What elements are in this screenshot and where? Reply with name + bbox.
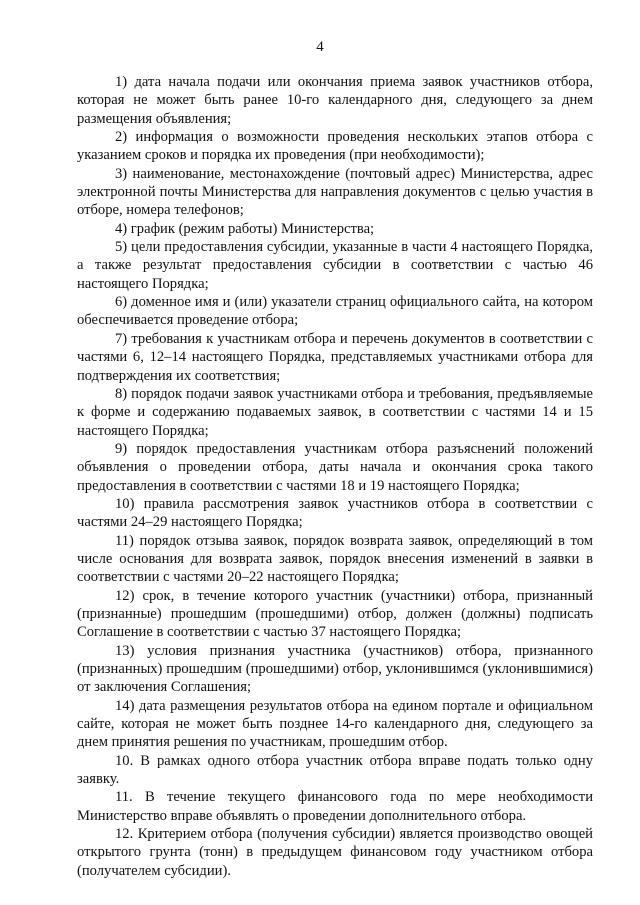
list-item: 8) порядок подачи заявок участниками отбора и требования, предъявляемые к форме и содержанию подаваемых заявок, в соответствии с частями 14 и 15 настоящего Порядка; [77,385,593,439]
paragraph: 11. В течение текущего финансового года по мере необходимости Министерство вправе объявлять о проведении дополнительного отбора. [77,789,593,824]
document-body [77,73,593,880]
list-item: 11) порядок отзыва заявок, порядок возврата заявок, определяющий в том числе основания для возврата заявок, порядок внесения изменений в заявки в соответствии с частями 20–22 настоящего Порядка; [77,532,593,586]
list-item: 2) информация о возможности проведения нескольких этапов отбора с указанием сроков и порядка их проведения (при необходимости); [77,129,593,164]
page-number: 4 [316,39,324,55]
list-item: 12) срок, в течение которого участник (участники) отбора, признанный (признанные) прошедшим (прошедшими) отбор, должен (должны) подписать Соглашение в соответствии с частью 37 настоящего Порядка; [77,587,593,641]
list-item: 10) правила рассмотрения заявок участников отбора в соответствии с частями 24–29 настоящего Порядка; [77,495,593,531]
list-item: 7) требования к участникам отбора и перечень документов в соответствии с частями 6, 12–14 настоящего Порядка, представляемых участниками отбора для подтверждения их соответствия; [77,330,593,384]
list-item: 14) дата размещения результатов отбора на едином портале и официальном сайте, которая не может быть позднее 14-го календарного дня, следующего за днем принятия решения по участникам, прошедшим отбор. [77,697,593,751]
list-item: 13) условия признания участника (участников) отбора, признанного (признанных) прошедшим (прошедшими) отбор, уклонившимся (уклонившимися) от заключения Соглашения; [77,642,593,696]
list-item: 3) наименование, местонахождение (почтовый адрес) Министерства, адрес электронной почты Министерства для направления документов с целью участия в отборе, номера телефонов; [77,165,593,219]
list-item: 9) порядок предоставления участникам отбора разъяснений положений объявления о проведении отбора, даты начала и окончания срока такого предоставления в соответствии с частями 18 и 19 настоящего Порядка; [77,440,593,494]
list-item: 1) дата начала подачи или окончания приема заявок участников отбора, которая не может быть ранее 10-го календарного дня, следующего за днем размещения объявления; [77,74,593,127]
list-item: 4) график (режим работы) Министерства; [115,220,375,237]
list-item: 5) цели предоставления субсидии, указанные в части 4 настоящего Порядка, а также результат предоставления субсидии в соответствии с частью 46 настоящего Порядка; [77,239,593,292]
list-item: 6) доменное имя и (или) указатели страниц официального сайта, на котором обеспечивается проведение отбора; [77,294,593,329]
paragraph: 12. Критерием отбора (получения субсидии) является производство овощей открытого грунта (тонн) в предыдущем финансовом году участником отбора (получателем субсидии). [77,826,593,879]
paragraph: 10. В рамках одного отбора участник отбора вправе подать только одну заявку. [77,752,593,788]
